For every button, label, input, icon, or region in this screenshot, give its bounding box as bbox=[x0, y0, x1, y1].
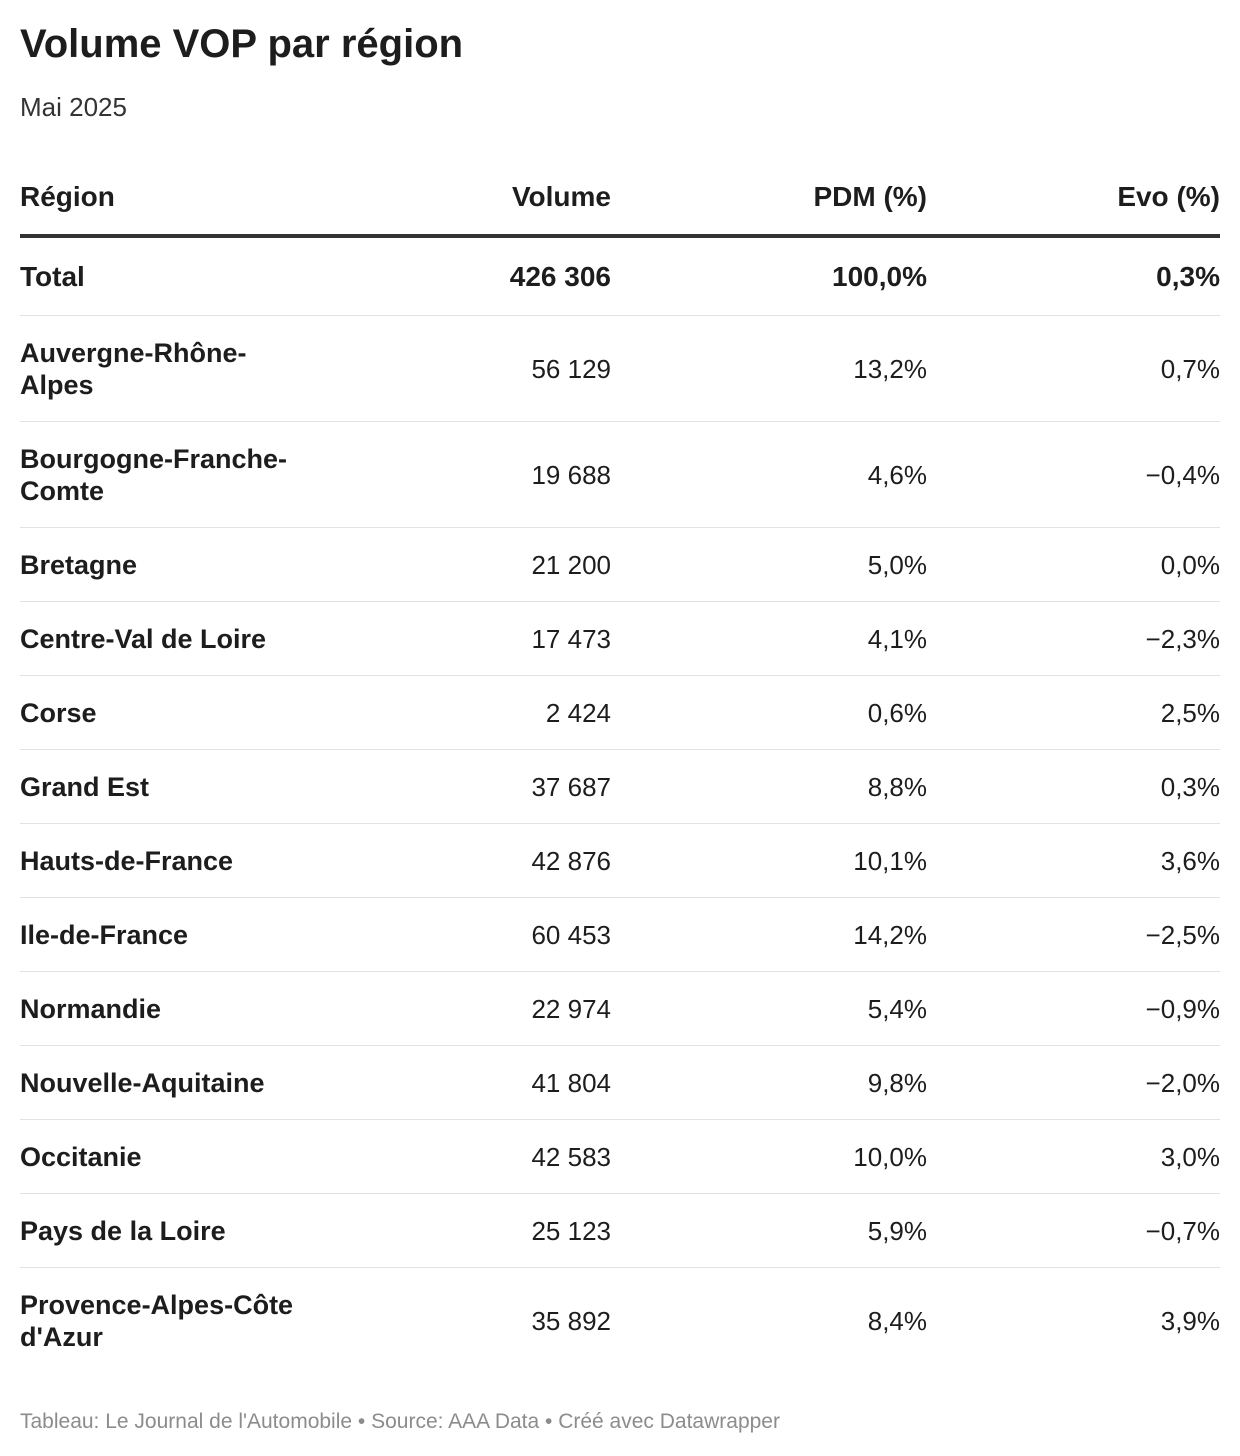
table-row bbox=[20, 750, 1220, 824]
page-subtitle: Mai 2025 bbox=[20, 92, 127, 122]
cell-evo: −0,4% bbox=[927, 422, 1220, 528]
cell-region bbox=[20, 972, 320, 1046]
cell-pdm: 10,1% bbox=[611, 824, 927, 898]
cell-evo: 3,9% bbox=[1160, 1305, 1220, 1336]
table-row bbox=[20, 676, 1220, 750]
cell-region bbox=[20, 422, 320, 528]
region-label: Nouvelle-Aquitaine bbox=[20, 1067, 265, 1098]
region-label: Pays de la Loire bbox=[20, 1215, 226, 1246]
cell-pdm: 4,6% bbox=[611, 422, 927, 528]
region-label: Provence-Alpes-Côte d'Azur bbox=[20, 1289, 294, 1352]
cell-volume: 37 687 bbox=[320, 750, 611, 824]
table-body bbox=[20, 236, 1220, 1373]
column-header-pdm[interactable]: PDM (%) bbox=[611, 160, 927, 236]
cell-pdm: 8,4% bbox=[867, 1305, 927, 1336]
cell-pdm: 0,6% bbox=[611, 676, 927, 750]
table-row-total bbox=[20, 236, 1220, 316]
table-row bbox=[20, 602, 1220, 676]
cell-region bbox=[20, 824, 320, 898]
cell-evo: 3,6% bbox=[927, 824, 1220, 898]
cell-evo: 0,0% bbox=[927, 528, 1220, 602]
cell-pdm: 9,8% bbox=[611, 1046, 927, 1120]
cell-region bbox=[20, 602, 320, 676]
cell-volume: 21 200 bbox=[320, 528, 611, 602]
cell-volume: 56 129 bbox=[320, 316, 611, 422]
cell-pdm: 5,0% bbox=[611, 528, 927, 602]
cell-pdm: 4,1% bbox=[611, 602, 927, 676]
cell-pdm: 100,0% bbox=[611, 236, 927, 316]
header-row bbox=[20, 160, 1220, 236]
cell-region bbox=[20, 898, 320, 972]
cell-evo: −2,0% bbox=[927, 1046, 1220, 1120]
cell-evo: −2,5% bbox=[927, 898, 1220, 972]
cell-evo: 0,7% bbox=[927, 316, 1220, 422]
cell-pdm: 5,4% bbox=[611, 972, 927, 1046]
table-row bbox=[20, 316, 1220, 422]
cell-volume: 2 424 bbox=[320, 676, 611, 750]
source-footer: Tableau: Le Journal de l'Automobile • Source: AAA Data • Créé avec Datawrapper bbox=[20, 1410, 780, 1433]
cell-region bbox=[20, 1120, 320, 1194]
cell-pdm: 5,9% bbox=[611, 1194, 927, 1268]
cell-region bbox=[20, 528, 320, 602]
cell-volume: 60 453 bbox=[320, 898, 611, 972]
table-header bbox=[20, 160, 1220, 236]
cell-volume: 22 974 bbox=[320, 972, 611, 1046]
table-row bbox=[20, 972, 1220, 1046]
cell-volume: 25 123 bbox=[320, 1194, 611, 1268]
cell-volume: 41 804 bbox=[320, 1046, 611, 1120]
region-label: Bourgogne-Franche-Comte bbox=[20, 443, 287, 506]
region-label: Centre-Val de Loire bbox=[20, 623, 267, 654]
table-row bbox=[20, 898, 1220, 972]
cell-evo: 3,0% bbox=[927, 1120, 1220, 1194]
table-row bbox=[20, 422, 1220, 528]
cell-volume: 17 473 bbox=[320, 602, 611, 676]
cell-evo: 0,3% bbox=[927, 750, 1220, 824]
cell-volume: 35 892 bbox=[531, 1305, 611, 1336]
page-title: Volume VOP par région bbox=[20, 22, 464, 66]
table-row bbox=[20, 1194, 1220, 1268]
region-label: Occitanie bbox=[20, 1141, 142, 1172]
table-row bbox=[20, 1268, 1220, 1374]
cell-region bbox=[20, 676, 320, 750]
cell-evo: −0,7% bbox=[927, 1194, 1220, 1268]
region-label: Auvergne-Rhône-Alpes bbox=[20, 337, 247, 400]
cell-volume: 426 306 bbox=[320, 236, 611, 316]
cell-region bbox=[20, 750, 320, 824]
cell-region bbox=[20, 1194, 320, 1268]
cell-evo: −0,9% bbox=[927, 972, 1220, 1046]
cell-volume: 19 688 bbox=[320, 422, 611, 528]
cell-pdm: 14,2% bbox=[611, 898, 927, 972]
column-header-region[interactable]: Région bbox=[20, 160, 320, 236]
cell-evo: −2,3% bbox=[927, 602, 1220, 676]
column-header-evo[interactable]: Evo (%) bbox=[927, 160, 1220, 236]
table-row bbox=[20, 824, 1220, 898]
cell-pdm: 10,0% bbox=[611, 1120, 927, 1194]
table-row bbox=[20, 528, 1220, 602]
cell-volume: 42 583 bbox=[320, 1120, 611, 1194]
cell-evo: 2,5% bbox=[927, 676, 1220, 750]
cell-evo: 0,3% bbox=[927, 236, 1220, 316]
region-label: Ile-de-France bbox=[20, 919, 189, 950]
region-label: Grand Est bbox=[20, 771, 150, 802]
region-label: Hauts-de-France bbox=[20, 845, 234, 876]
cell-region bbox=[20, 316, 320, 422]
table-row bbox=[20, 1046, 1220, 1120]
region-label: Normandie bbox=[20, 993, 162, 1024]
cell-pdm: 8,8% bbox=[611, 750, 927, 824]
cell-volume: 42 876 bbox=[320, 824, 611, 898]
cell-region bbox=[20, 1046, 320, 1120]
cell-pdm: 13,2% bbox=[611, 316, 927, 422]
cell-region: Total bbox=[20, 236, 320, 316]
table-row bbox=[20, 1120, 1220, 1194]
region-label: Corse bbox=[20, 697, 97, 728]
data-table bbox=[20, 160, 1220, 1373]
column-header-volume[interactable]: Volume bbox=[320, 160, 611, 236]
region-label: Bretagne bbox=[20, 549, 138, 580]
cell-region bbox=[20, 1268, 320, 1374]
